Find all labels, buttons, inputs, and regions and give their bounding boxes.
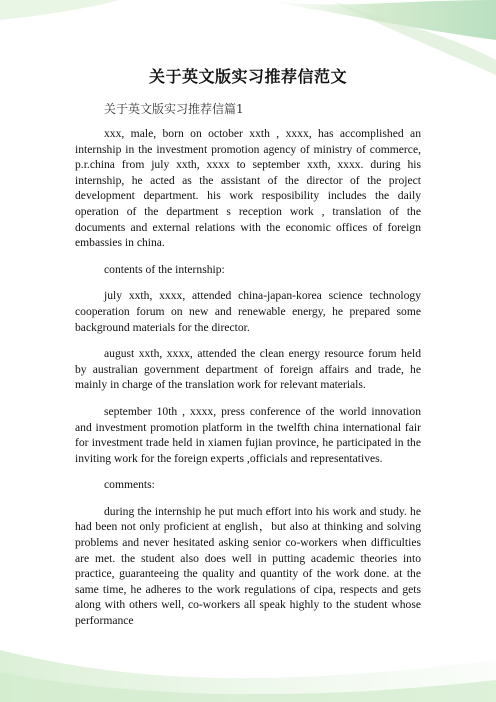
document-title: 关于英文版实习推荐信范文 bbox=[148, 67, 347, 86]
section-heading-contents: contents of the internship: bbox=[104, 262, 225, 276]
paragraph-intro: xxx, male, born on october xxth , xxxx, has accomplished an internship in the investment promotion agency of ministry of commerce, p.r.china from july xxth, xxxx to september xxth, xxxx. during his internship, he acted as the assistant of the director of the project development department. his work resposibility includes the daily operation of the department s reception work , translation of the documents and external relations with the economic offices of foreign embassies in china. bbox=[75, 127, 421, 250]
document-body bbox=[75, 126, 421, 640]
paragraph-comments: during the internship he put much effort into his work and study. he had been not only proficient at english，but also at thinking and solving problems and never hesitated asking senior co-workers when difficulties are met. the student also does well in putting academic theories into practice, guaranteeing the quality and quantity of the work done. at the same time, he adheres to the work regulations of cipa, respects and gets along with others well, co-workers all speak highly to the student whose performance bbox=[75, 504, 421, 628]
section-heading-comments: comments: bbox=[104, 478, 155, 492]
paragraph-august: august xxth, xxxx, attended the clean energy resource forum held by australian government department of foreign affairs and trade, he mainly in charge of the translation work for relevant materials. bbox=[75, 347, 421, 392]
document-subtitle: 关于英文版实习推荐信篇1 bbox=[104, 102, 244, 116]
paragraph-september: september 10th , xxxx, press conference of the world innovation and investment promotion platform in the twelfth china international fair for investment trade held in xiamen fujian province, he participated in the inviting work for the foreign experts ,officials and representatives. bbox=[75, 404, 421, 465]
paragraph-july: july xxth, xxxx, attended china-japan-korea science technology cooperation forum on new and renewable energy, he prepared some background materials for the director. bbox=[75, 289, 421, 334]
